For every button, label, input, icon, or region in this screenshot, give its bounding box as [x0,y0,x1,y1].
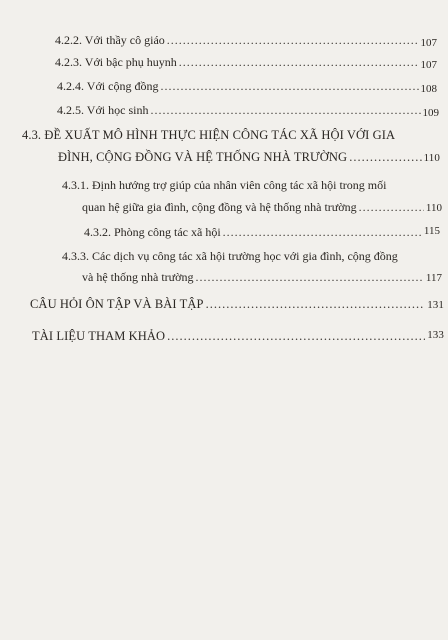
leader-dots [196,269,424,285]
toc-entry-label: 4.2.5. Với học sinh [57,103,149,117]
leader-dots [167,32,419,48]
toc-entry-label: 4.2.4. Với cộng đồng [57,79,159,93]
leader-dots [223,224,422,240]
toc-entry-label: TÀI LIỆU THAM KHẢO [32,329,166,343]
toc-entry-label: quan hệ giữa gia đình, cộng đồng và hệ thống nhà trường [82,200,357,214]
leader-dots [359,199,424,215]
toc-page-number: 110 [425,202,442,214]
toc-entry-line: 4.3.3. Các dịch vụ công tác xã hội trường học với gia đình, cộng đồng [62,249,398,263]
toc-entry-label: 4.2.3. Với bậc phụ huynh [55,55,177,69]
toc-page-number: 117 [425,272,442,284]
toc-page-number: 131 [427,299,444,311]
toc-entry-4-2-2 [55,32,437,49]
toc-page-number: 133 [427,329,444,341]
toc-entry-label: 4.3.2. Phòng công tác xã hội [84,225,221,239]
leader-dots [167,328,425,344]
toc-entry-4-2-5 [57,102,439,119]
toc-entry-label: CÂU HỎI ÔN TẬP VÀ BÀI TẬP [30,297,204,311]
leader-dots [206,296,426,312]
toc-page-number: 115 [423,225,440,237]
toc-page-number: 110 [423,152,440,164]
toc-entry-4-2-4 [57,78,437,95]
toc-entry-4-3-3 [62,248,442,286]
toc-page-number: 109 [422,107,439,119]
toc-entry-4-2-3 [55,54,437,71]
leader-dots [349,149,421,165]
toc-entry-label: và hệ thống nhà trường [82,270,194,284]
toc-entry-line: 4.3.1. Định hướng trợ giúp của nhân viên công tác xã hội trong mối [62,178,387,192]
toc-page-number: 107 [420,59,437,71]
toc-page-number: 108 [420,83,437,95]
leader-dots [150,102,420,118]
toc-entry-label: 4.2.2. Với thầy cô giáo [55,33,165,47]
toc-entry-questions [30,296,444,313]
toc-entry-line: 4.3. ĐỀ XUẤT MÔ HÌNH THỰC HIỆN CÔNG TÁC XÃ HỘI VỚI GIA [22,128,396,142]
toc-page-number: 107 [420,37,437,49]
toc-entry-4-3 [22,127,440,166]
leader-dots [160,78,418,94]
leader-dots [179,54,419,70]
toc-entry-4-3-1 [62,177,442,216]
toc-entry-4-3-2 [84,224,440,241]
toc-entry-label: ĐÌNH, CỘNG ĐỒNG VÀ HỆ THỐNG NHÀ TRƯỜNG [58,150,348,164]
toc-entry-references [32,328,444,345]
